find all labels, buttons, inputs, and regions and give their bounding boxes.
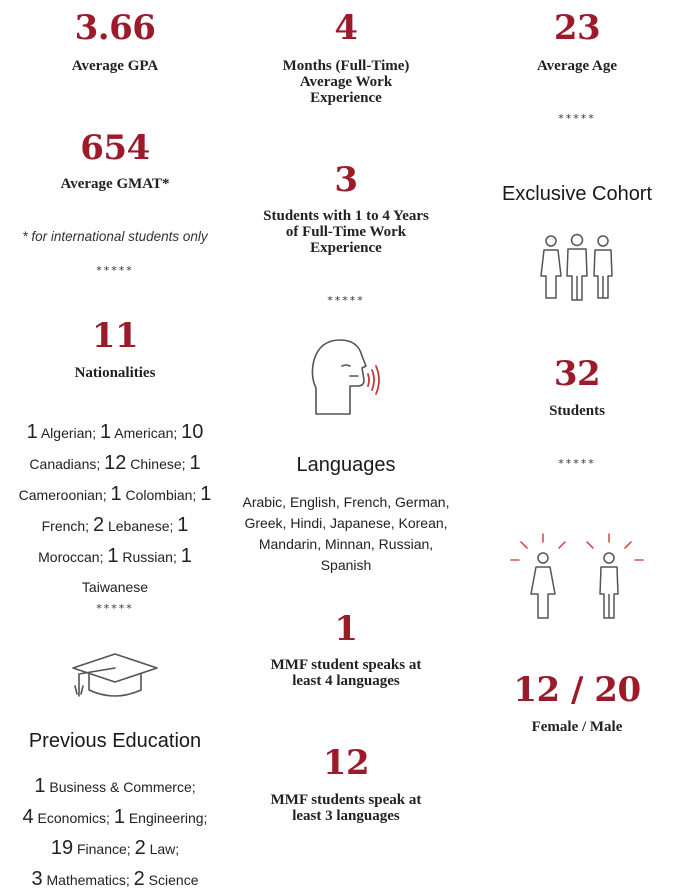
count-number: 2 xyxy=(134,837,146,859)
count-label: Finance; xyxy=(73,841,135,857)
count-number: 19 xyxy=(50,837,74,859)
count-number: 2 xyxy=(92,514,105,536)
divider-stars: ***** xyxy=(327,294,365,307)
count-label: Mathematics; xyxy=(42,872,134,888)
list-line xyxy=(0,802,230,833)
four-languages-label: MMF student speaks at least 4 languages xyxy=(270,657,422,689)
list-line xyxy=(8,572,222,602)
count-label: Science xyxy=(144,872,199,888)
count-label: Cameroonian; xyxy=(18,487,111,503)
count-label: Chinese; xyxy=(126,456,190,472)
gmat-footnote: * for international students only xyxy=(22,229,208,244)
education-list xyxy=(0,771,230,895)
students-value: 32 xyxy=(553,354,601,394)
students-label: Students xyxy=(549,403,605,419)
count-number: 1 xyxy=(180,545,192,567)
count-number: 4 xyxy=(22,806,34,828)
languages-list: Arabic, English, French, German, Greek, Hindi, Japanese, Korean, Mandarin, Minnan, Russian, Spanish xyxy=(242,494,450,573)
count-label: American; xyxy=(111,425,182,441)
gender-ratio-value: 12 / 20 xyxy=(513,670,641,710)
graduation-cap-icon xyxy=(0,650,230,700)
divider-stars: ***** xyxy=(96,602,134,615)
nationalities-label: Nationalities xyxy=(74,365,156,381)
count-number: 1 xyxy=(177,514,189,536)
cohort-heading: Exclusive Cohort xyxy=(501,183,653,205)
three-languages-label: MMF students speak at least 3 languages xyxy=(270,792,422,824)
count-number: 12 xyxy=(104,452,127,474)
speaking-head-icon xyxy=(230,336,462,418)
gpa-label: Average GPA xyxy=(71,58,159,74)
count-label: Engineering; xyxy=(124,810,208,826)
gpa-value: 3.66 xyxy=(74,8,156,48)
three-languages-value: 12 xyxy=(322,743,370,783)
list-line xyxy=(8,510,222,541)
list-line xyxy=(8,541,222,572)
count-number: 1 xyxy=(99,421,112,443)
work-months-value: 4 xyxy=(334,8,358,48)
gmat-value: 654 xyxy=(80,128,150,168)
count-number: 10 xyxy=(181,421,204,443)
count-label: French; xyxy=(41,518,93,534)
count-number: 1 xyxy=(189,452,201,474)
count-label: Economics; xyxy=(33,810,114,826)
work-students-value: 3 xyxy=(334,160,358,200)
count-number: 1 xyxy=(107,545,119,567)
count-number: 1 xyxy=(200,483,212,505)
list-line xyxy=(0,833,230,864)
work-months-label: Months (Full-Time) Average Work Experience xyxy=(282,58,410,106)
count-label: Canadians; xyxy=(29,456,105,472)
list-line xyxy=(0,771,230,802)
count-number: 1 xyxy=(110,483,122,505)
count-number: 1 xyxy=(34,775,46,797)
count-number: 1 xyxy=(26,421,38,443)
list-line xyxy=(8,448,222,479)
count-label: Moroccan; xyxy=(38,549,108,565)
count-label: Law; xyxy=(145,841,180,857)
count-number: 1 xyxy=(113,806,125,828)
count-label: Colombian; xyxy=(121,487,201,503)
count-label: Lebanese; xyxy=(104,518,178,534)
count-label: Taiwanese xyxy=(81,579,149,595)
education-heading: Previous Education xyxy=(28,730,202,752)
age-value: 23 xyxy=(553,8,601,48)
languages-heading: Languages xyxy=(296,454,396,476)
divider-stars: ***** xyxy=(558,457,596,470)
age-label: Average Age xyxy=(536,58,618,74)
list-line xyxy=(8,479,222,510)
four-languages-value: 1 xyxy=(334,609,358,649)
nationalities-list xyxy=(0,417,230,602)
count-number: 3 xyxy=(31,868,43,890)
group-people-icon xyxy=(462,232,692,302)
nationalities-value: 11 xyxy=(91,316,139,356)
count-label: Business & Commerce; xyxy=(45,779,196,795)
list-line xyxy=(0,864,230,895)
count-label: Algerian; xyxy=(37,425,100,441)
female-male-icon xyxy=(462,530,692,622)
count-number: 2 xyxy=(133,868,145,890)
divider-stars: ***** xyxy=(96,264,134,277)
work-students-label: Students with 1 to 4 Years of Full-Time Work Experience xyxy=(263,208,429,256)
divider-stars: ***** xyxy=(558,112,596,125)
gender-ratio-label: Female / Male xyxy=(531,719,623,735)
gmat-label: Average GMAT* xyxy=(60,176,170,192)
list-line xyxy=(8,417,222,448)
count-label: Russian; xyxy=(118,549,181,565)
